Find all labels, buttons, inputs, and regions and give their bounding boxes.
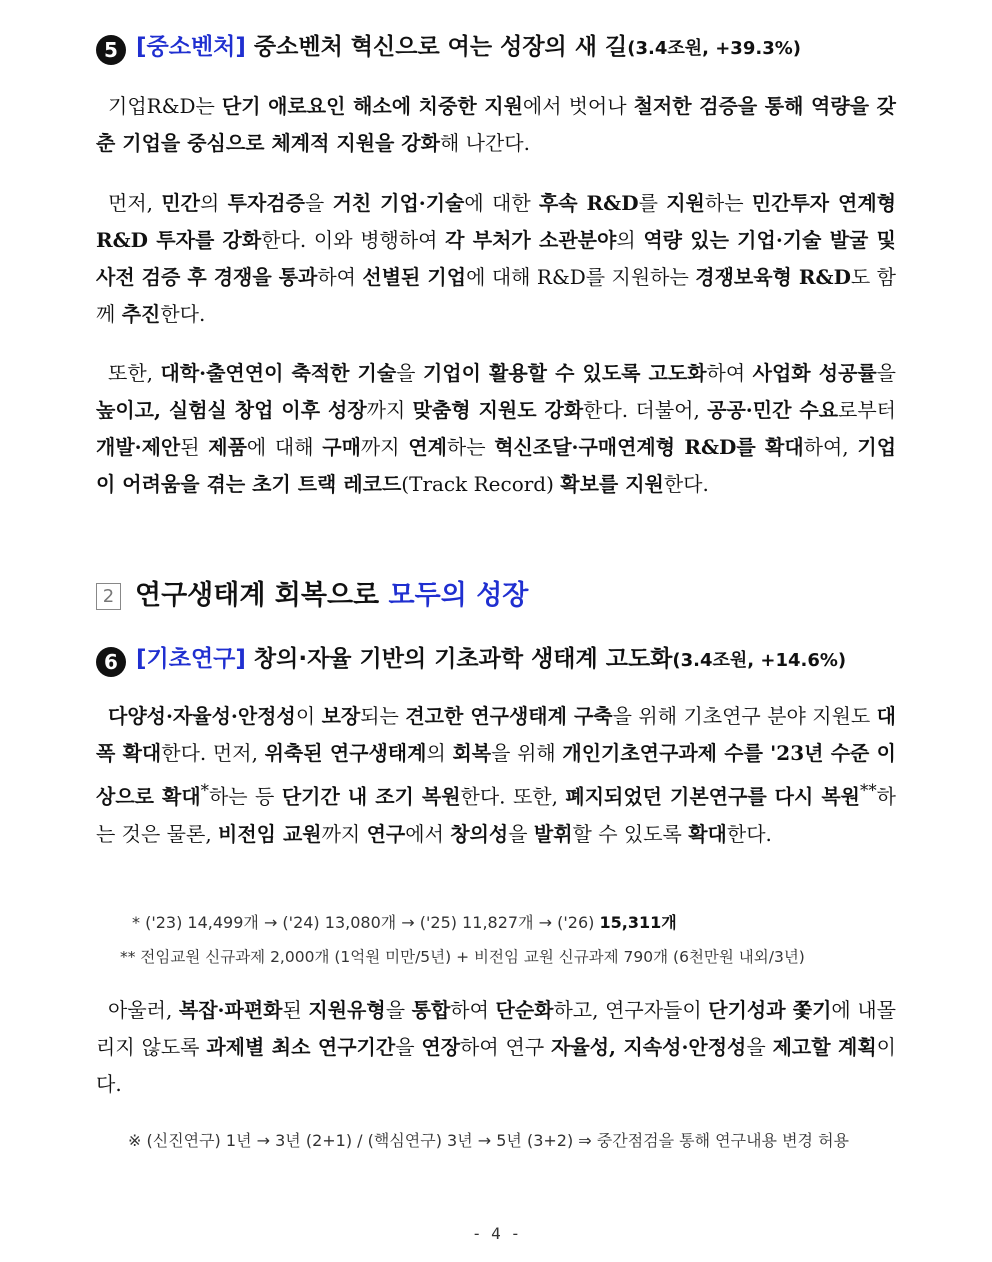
emphasis: 폐지되었던 기본연구를 다시 복원 [565,784,860,809]
text: 한다. [726,821,772,846]
emphasis: 견고한 연구생태계 구축 [405,704,613,728]
emphasis: 개발·제안 [96,435,181,459]
text: 에서 [405,821,451,846]
text: 먼저, [108,191,162,215]
text: 된 [180,435,209,459]
number-badge: 5 [96,35,126,65]
emphasis: 대학·출연연이 축적한 기술 [160,361,397,385]
text: 한다. 또한, [460,784,566,809]
section-heading-5 [96,28,896,65]
paragraph-1 [96,88,896,162]
text: 에 대해 [246,435,323,459]
footnote-mark: * [200,781,209,800]
emphasis: 대폭 확대 [96,704,896,765]
text: 을 [508,821,534,846]
text: 에 대한 [464,191,539,215]
text: 하여 [706,361,753,385]
section-number-box: 2 [96,583,121,610]
text: 한다. 이와 병행하여 [261,228,446,252]
emphasis: 추진 [121,302,161,326]
text: 해 나간다. [439,131,530,155]
emphasis: 단기 애로요인 해소에 치중한 지원 [221,94,523,118]
emphasis: 위축된 연구생태계 [264,741,427,765]
text: 하고, 연구자들이 [553,998,709,1022]
emphasis: 발휘 [533,821,573,846]
emphasis: 자율성, 지속성·안정성 [551,1035,747,1059]
paragraph-3 [96,355,896,503]
heading-title: 중소벤처 혁신으로 여는 성장의 새 길 [245,34,628,60]
text: 되는 [360,704,406,728]
emphasis: 혁신조달·구매연계형 R&D를 확대 [494,435,804,459]
emphasis: 단기간 내 조기 복원 [281,784,461,809]
emphasis: 제품 [208,435,247,459]
emphasis: 철저한 검증을 통해 역량을 갖춘 기업을 중심으로 체계적 지원을 강화 [96,94,896,155]
paragraph-4 [96,698,896,853]
text: 에 대해 R&D를 지원하는 [466,265,696,289]
emphasis: 제고할 계획 [772,1035,877,1059]
number-badge: 6 [96,647,126,677]
footnote-1 [132,910,677,933]
text: 하여 [450,998,496,1022]
emphasis: 선별된 기업 [362,265,467,289]
emphasis: 경쟁보육형 R&D [695,265,851,289]
text: 을 위해 기초연구 분야 지원도 [612,704,877,728]
footnote-emphasis: 15,311개 [599,913,677,932]
text: 을 [876,361,896,385]
text: 이다. [96,1035,896,1096]
emphasis: 투자검증 [227,191,305,215]
emphasis: 기업이 어려움을 겪는 초기 트랙 레코드 [96,435,897,496]
text: 에 내몰리지 않도록 [96,998,896,1059]
section-2-title [96,573,528,612]
emphasis: 확대 [688,821,727,846]
emphasis: 지원 [666,191,705,215]
text: 을 [304,191,333,215]
heading-amount: (3.4조원, +14.6%) [672,650,847,671]
emphasis: 거친 기업·기술 [332,191,465,215]
heading-amount: (3.4조원, +39.3%) [627,38,801,59]
emphasis: 과제별 최소 연구기간 [206,1035,396,1059]
text: 하는 것은 물론, [96,784,896,846]
heading-tag: [중소벤처] [136,34,246,60]
emphasis: 보장 [321,704,361,728]
paragraph-2 [96,185,896,333]
emphasis: 공공·민간 수요 [707,398,839,422]
text: 또한, [108,361,161,385]
emphasis: 민간 [161,191,200,215]
text: 기업R&D는 [108,94,222,118]
emphasis: 개인기초연구과제 수를 '23년 수준 이상으로 확대 [96,741,896,809]
text: 의 [426,741,453,765]
text: 을 위해 [491,741,563,765]
emphasis: 민간투자 연계형 R&D 투자를 강화 [96,191,897,252]
text: 한다. [160,302,206,326]
text: 을 [385,998,412,1022]
emphasis: 연장 [421,1035,461,1059]
text: 하여, [803,435,858,459]
emphasis: 기업이 활용할 수 있도록 고도화 [422,361,707,385]
text: 한다. 먼저, [161,741,265,765]
section-title-text: 연구생태계 회복으로 [135,580,389,611]
emphasis: 비전임 교원 [218,821,322,846]
emphasis: 창의성 [450,821,509,846]
text: 하는 [704,191,752,215]
footnote-text: * ('23) 14,499개 → ('24) 13,080개 → ('25) 11,827개 → ('26) [132,913,600,932]
emphasis: 복잡·파편화 [178,998,283,1022]
text: 까지 [321,821,367,846]
section-heading-6 [96,640,896,677]
footnote-mark: ** [860,781,877,800]
text: 할 수 있도록 [572,821,689,846]
text: 한다. [663,472,709,496]
emphasis: 각 부처가 소관분야 [445,228,617,252]
text: 이 [295,704,322,728]
text: 를 [638,191,667,215]
section-title-highlight: 모두의 성장 [388,580,529,611]
text: 하여 [317,265,363,289]
text: 로부터 [838,398,896,422]
text: 의 [616,228,644,252]
emphasis: 구매 [322,435,361,459]
emphasis: 맞춤형 지원도 강화 [412,398,584,422]
emphasis: 통합 [411,998,451,1022]
emphasis: 후속 R&D [538,191,639,215]
emphasis: 높이고, 실험실 창업 이후 성장 [96,398,367,422]
emphasis: 사업화 성공률 [752,361,877,385]
emphasis: 회복 [452,741,492,765]
text: (Track Record) [401,472,561,496]
footnote-2: ** 전임교원 신규과제 2,000개 (1억원 미만/5년) + 비전임 교원 신규과제 790개 (6천만원 내외/3년) [120,948,805,966]
footnote-3: ※ (신진연구) 1년 → 3년 (2+1) / (핵심연구) 3년 → 5년 (3+2) ⇒ 중간점검을 통해 연구내용 변경 허용 [128,1131,849,1150]
heading-title: 창의·자율 기반의 기초과학 생태계 고도화 [245,646,673,672]
text: 을 [396,361,423,385]
text: 까지 [360,435,409,459]
emphasis: 연구 [366,821,406,846]
emphasis: 확보를 지원 [560,472,664,496]
heading-tag: [기초연구] [136,646,246,672]
text: 하여 연구 [460,1035,552,1059]
text: 을 [395,1035,422,1059]
text: 을 [746,1035,773,1059]
text: 한다. 더불어, [583,398,708,422]
text: 아울러, [108,998,179,1022]
page-number: - 4 - [471,1224,521,1243]
text: 까지 [366,398,413,422]
text: 하는 [446,435,495,459]
emphasis: 연계 [408,435,447,459]
text: 도 함께 [96,265,896,326]
emphasis: 단순화 [495,998,554,1022]
emphasis: 지원유형 [308,998,386,1022]
text: 하는 등 [208,784,282,809]
emphasis: 단기성과 쫓기 [708,998,832,1022]
text: 의 [199,191,228,215]
emphasis: 다양성·자율성·안정성 [108,704,296,728]
paragraph-5 [96,992,896,1103]
text: 된 [282,998,309,1022]
emphasis: 역량 있는 기업·기술 발굴 및 사전 검증 후 경쟁을 통과 [96,228,896,289]
text: 에서 벗어나 [522,94,634,118]
